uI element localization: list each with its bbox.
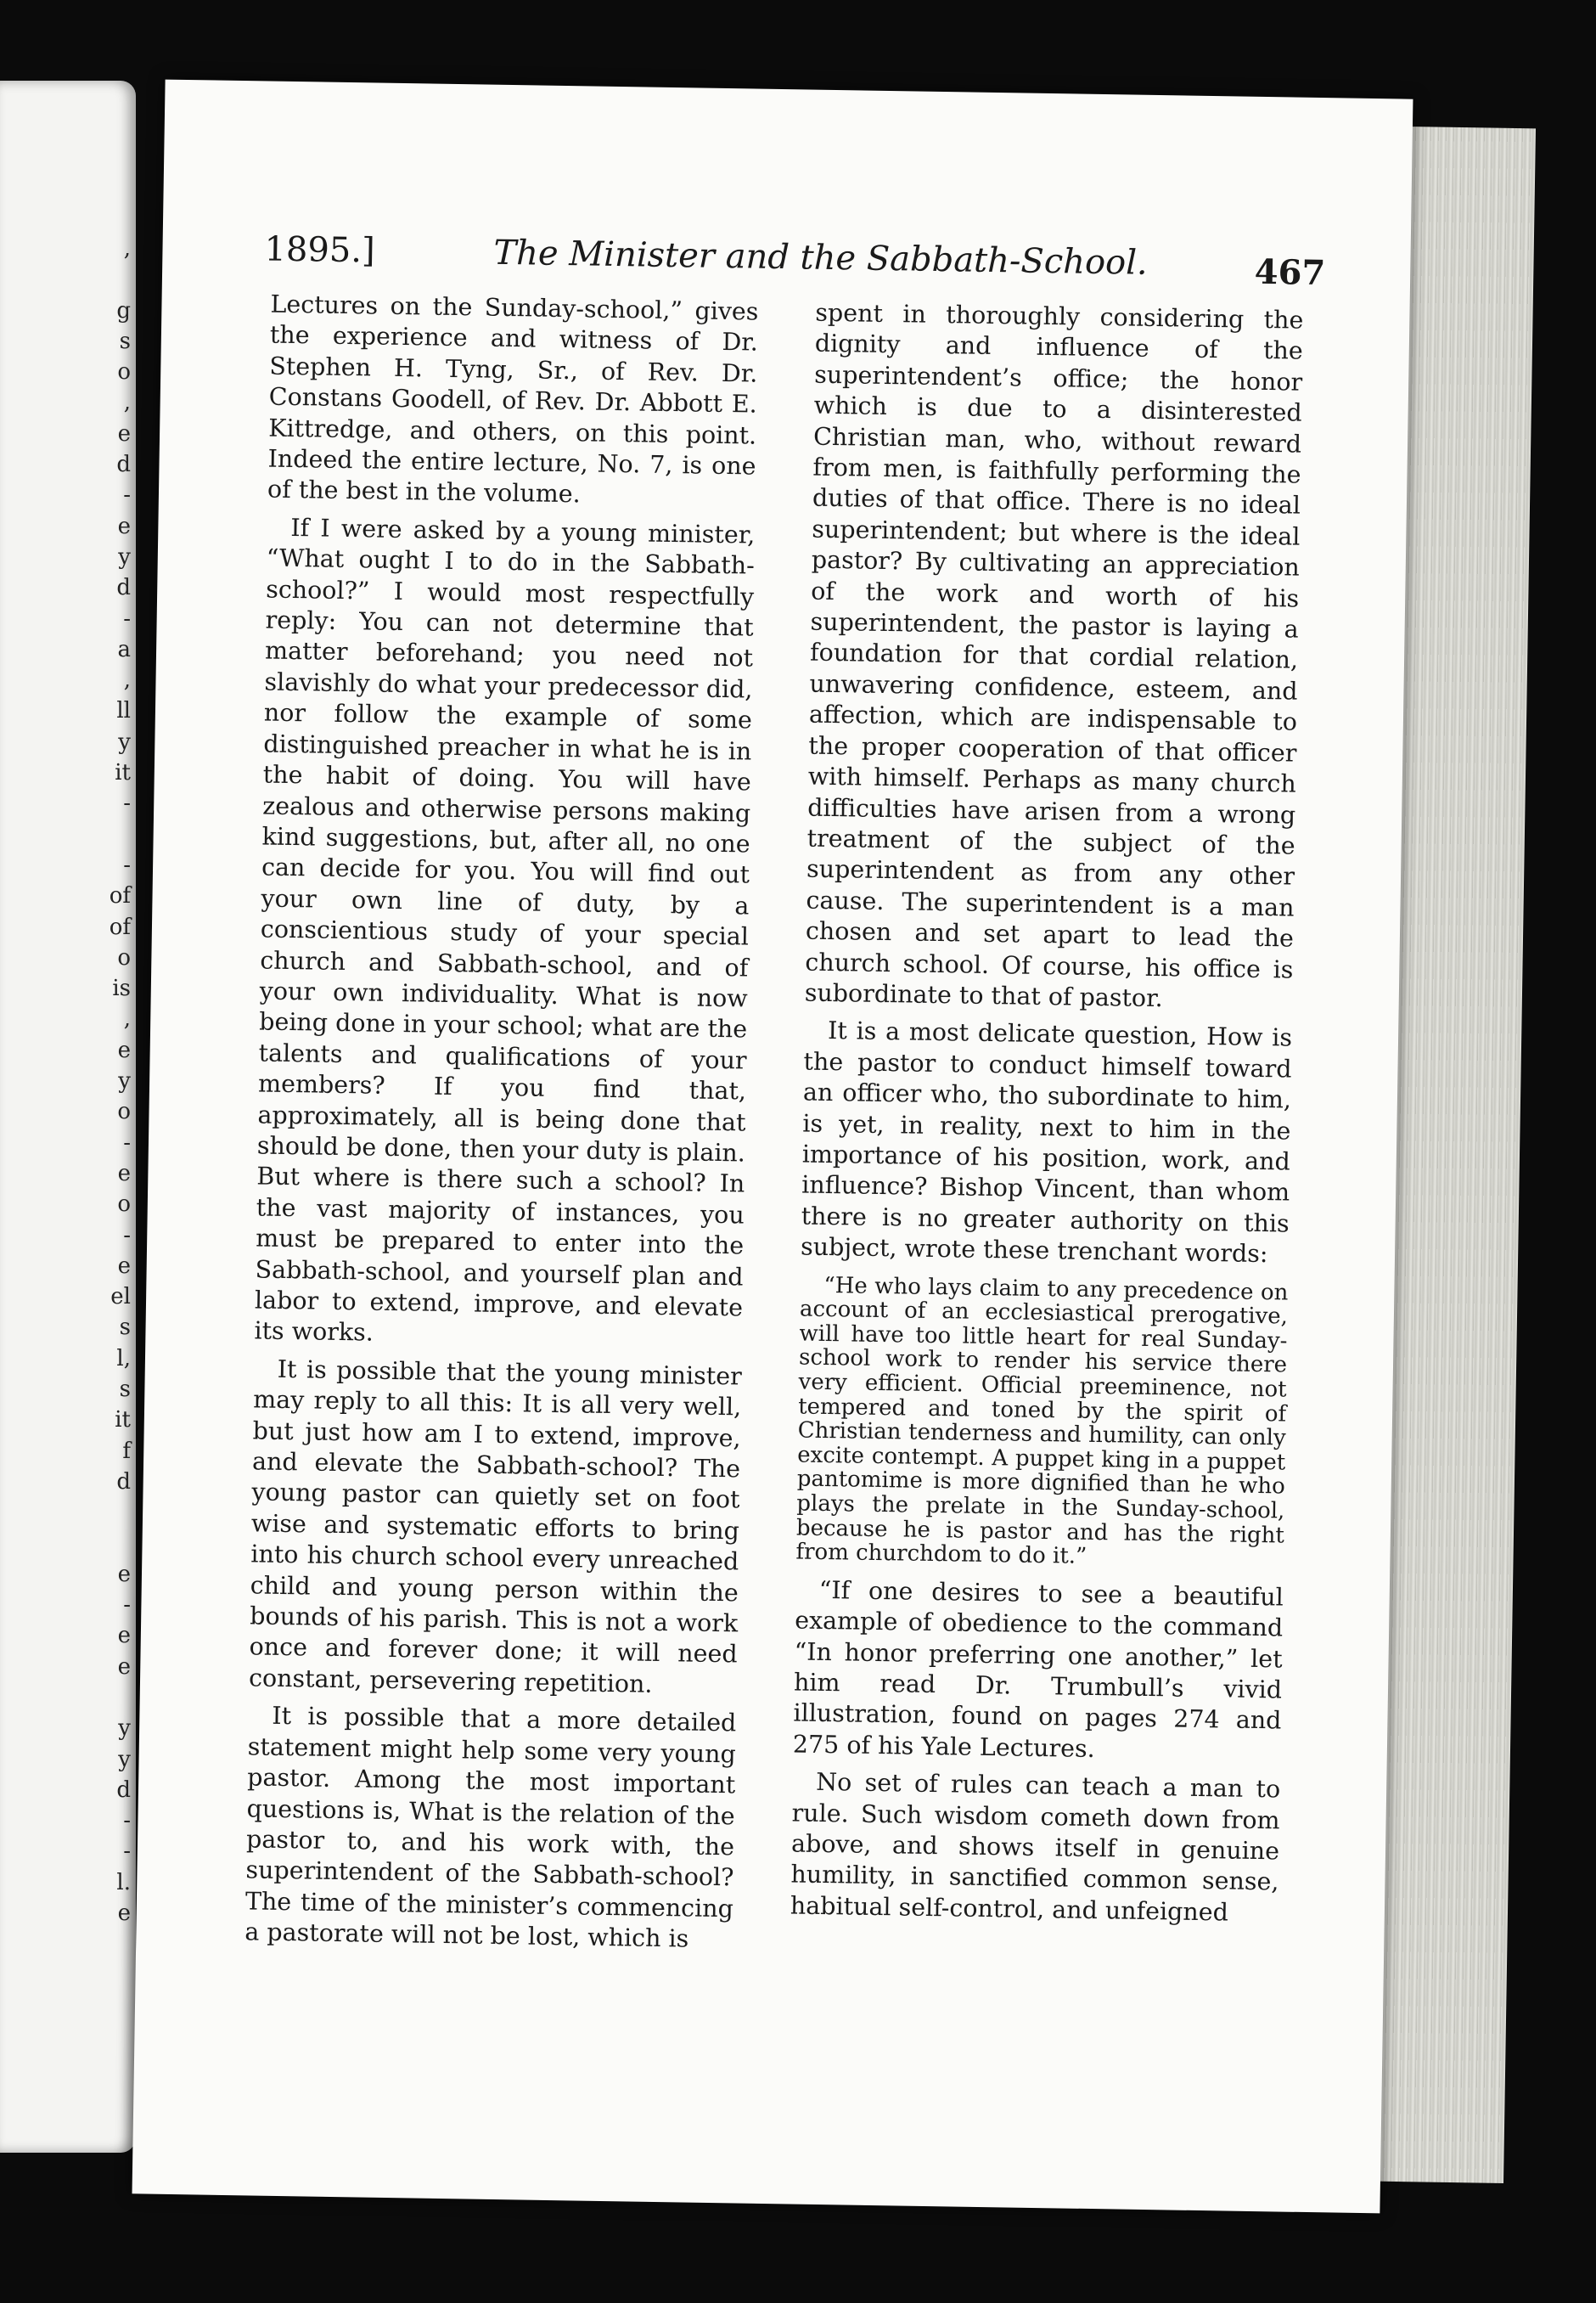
facing-page-fragment-line: y: [118, 543, 131, 570]
facing-page-fragment-line: e: [117, 1623, 131, 1649]
facing-page-fragment-line: el: [110, 1284, 131, 1310]
block-quote: “He who lays claim to any precedence on account of an ecclesiastical prerogative, will have too little heart for real Sunday-school work to render his service there very efficient. Official preeminence, not tempered and toned by the spirit of Christian tenderness and humility, can only excite contempt. A puppet king in a puppet pantomime is more dignified than he who plays the prelate in the Sunday-school, because he is pastor and has the right from churchdom to do it.”: [795, 1272, 1289, 1569]
paragraph: If I were asked by a young minister, “What ought I to do in the Sabbath-school?” I would most respectfully reply: You can not determine that matter beforehand; you need not slavishly do what your predecessor did, nor follow the example of some distinguished preacher in what he is in the habit of doing. You will have zealous and otherwise persons making kind suggestions, but, after all, no one can decide for you. You will find out your own line of duty, by a conscientious study of your special church and Sabbath-school, and of your own individuality. What is now being done in your school; what are the talents and qualifications of your members? If you find that, approximately, all is being done that should be done, then your duty is plain. But where is there such a school? In the vast majority of instances, you must be prepared to enter into the Sabbath-school, and yourself plan and labor to extend, improve, and elevate its works.: [254, 513, 756, 1348]
facing-page-fragment-line: ll: [116, 698, 131, 724]
facing-page-fragment-line: e: [117, 1037, 131, 1063]
facing-page-fragment-line: it: [115, 1407, 131, 1433]
facing-page-fragment-line: o: [117, 1099, 131, 1125]
facing-page-fragment-line: -: [123, 1129, 131, 1156]
facing-page-fragment-line: y: [118, 1746, 131, 1772]
facing-page-fragment-line: l,: [116, 1345, 131, 1371]
paragraph: It is possible that a more detailed statement might help some very young pastor. Among the most important questions is, What is the relation of the pastor to, and his work with, the superintendent of the Sabbath-school? The time of the minister’s commencing a pastorate will not be lost, which is: [244, 1702, 737, 1953]
facing-page-fragment-line: s: [119, 1376, 131, 1402]
facing-page-fragment-line: ,: [123, 236, 131, 262]
facing-page-fragment-line: y: [118, 729, 131, 755]
running-header: [264, 229, 1326, 297]
facing-page-fragment-line: -: [123, 791, 131, 817]
facing-page-fragment-line: ,: [123, 667, 131, 694]
facing-page-fragment-line: d: [116, 1777, 131, 1803]
facing-page-fragment-line: -: [123, 1592, 131, 1619]
facing-page-fragment-line: e: [117, 1900, 131, 1927]
facing-page-fragment-line: -: [123, 1222, 131, 1248]
facing-page-fragment-line: of: [109, 883, 131, 909]
book-page: [132, 80, 1413, 2214]
facing-page-fragment-line: [97, 1497, 131, 1528]
facing-page-fragment-line: -: [123, 1838, 131, 1865]
facing-page-fragment-line: d: [116, 575, 131, 601]
facing-page-fragment-line: o: [117, 1191, 131, 1218]
right-text-column: [790, 298, 1304, 1936]
facing-page-fragment-line: -: [123, 482, 131, 509]
facing-page-fragment-line: -: [123, 1808, 131, 1834]
facing-page-fragment-line: it: [115, 760, 131, 786]
paragraph: spent in thoroughly considering the dignity and influence of the superintendent’s office; the honor which is due to a disinterested Christian man, who, without reward from men, is faithfully performing the duties of that office. There is no ideal superintendent; but where is the ideal pastor? By cultivating an appreciation of the work and worth of his superintendent, the pastor is laying a foundation for that cordial relation, unwavering confidence, esteem, and affection, which are indispensable to the proper cooperation of that officer with himself. Perhaps as many church difficulties have arisen from a wrong treatment of the subject of the superintendent as from any other cause. The superintendent is a man chosen and set apart to lead the church school. Of course, his office is subordinate to that of pastor.: [804, 298, 1304, 1013]
facing-page-fragment-line: [97, 819, 131, 850]
facing-page-fragment-line: e: [117, 420, 131, 447]
facing-page-fragment-line: [97, 1528, 131, 1558]
header-year: 1895.]: [264, 229, 375, 271]
header-title: The Minister and the Sabbath-School.: [493, 233, 1149, 283]
paragraph: It is possible that the young minister may reply to all this: It is all very well, but just how am I to extend, improve, and elevate the Sabbath-school? The young pastor can quietly set on foot wise and systematic efforts to bring into his church school every unreached child and young person within the bounds of his parish. This is not a work once and forever done; it will need constant, persevering repetition.: [248, 1354, 743, 1698]
facing-page-fragment-line: ,: [123, 390, 131, 416]
facing-page-fragment-line: f: [122, 1438, 131, 1464]
facing-page-fragment: [0, 81, 136, 2153]
facing-page-fragment-line: o: [117, 359, 131, 386]
facing-page-fragment-line: e: [117, 1160, 131, 1186]
facing-page-fragment-line: [97, 264, 131, 295]
facing-page-fragment-line: -: [123, 605, 131, 632]
facing-page-fragment-line: e: [117, 513, 131, 539]
facing-page-fragment-line: s: [119, 1315, 131, 1341]
facing-page-fragment-line: of: [109, 914, 131, 940]
facing-page-fragment-line: e: [117, 1253, 131, 1279]
facing-page-fragment-line: s: [119, 328, 131, 354]
facing-page-fragment-line: e: [117, 1653, 131, 1680]
facing-page-fragment-line: [97, 1682, 131, 1713]
paragraph: “If one desires to see a beautiful example of obedience to the command “In honor preferring one another,” let him read Dr. Trumbull’s vivid illustration, found on pages 274 and 275 of his Yale Lectures.: [792, 1575, 1284, 1763]
facing-page-fragment-line: y: [118, 1068, 131, 1095]
facing-page-text-fragments: [97, 234, 131, 1929]
page-number: 467: [1254, 251, 1326, 294]
facing-page-fragment-line: d: [116, 452, 131, 478]
facing-page-fragment-line: is: [112, 976, 131, 1002]
facing-page-fragment-line: g: [116, 297, 131, 324]
facing-page-fragment-line: o: [117, 944, 131, 971]
facing-page-fragment-line: y: [118, 1715, 131, 1742]
facing-page-fragment-line: a: [117, 636, 131, 662]
paragraph: Lectures on the Sunday-school,” gives the experience and witness of Dr. Stephen H. Tyng, Sr., of Rev. Dr. Constans Goodell, of Rev. Dr. Abbott E. Kittredge, and others, on this point. Indeed the entire lecture, No. 7, is one of the best in the volume.: [267, 290, 759, 509]
facing-page-fragment-line: e: [117, 1561, 131, 1587]
facing-page-fragment-line: -: [123, 852, 131, 878]
facing-page-fragment-line: d: [116, 1468, 131, 1495]
paragraph: It is a most delicate question, How is the pastor to conduct himself toward an officer who, tho subordinate to him, is yet, in reality, next to him in the importance of his position, work, and influence? Bishop Vincent, than whom there is no greater authority on this subject, wrote these trenchant words:: [800, 1016, 1293, 1269]
facing-page-fragment-line: l.: [116, 1869, 131, 1895]
facing-page-fragment-line: ,: [123, 1006, 131, 1033]
left-text-column: [244, 290, 759, 1962]
paragraph: No set of rules can teach a man to rule. Such wisdom cometh down from above, and shows itself in genuine humility, in sanctified common sense, habitual self-control, and unfeigned: [790, 1768, 1281, 1927]
